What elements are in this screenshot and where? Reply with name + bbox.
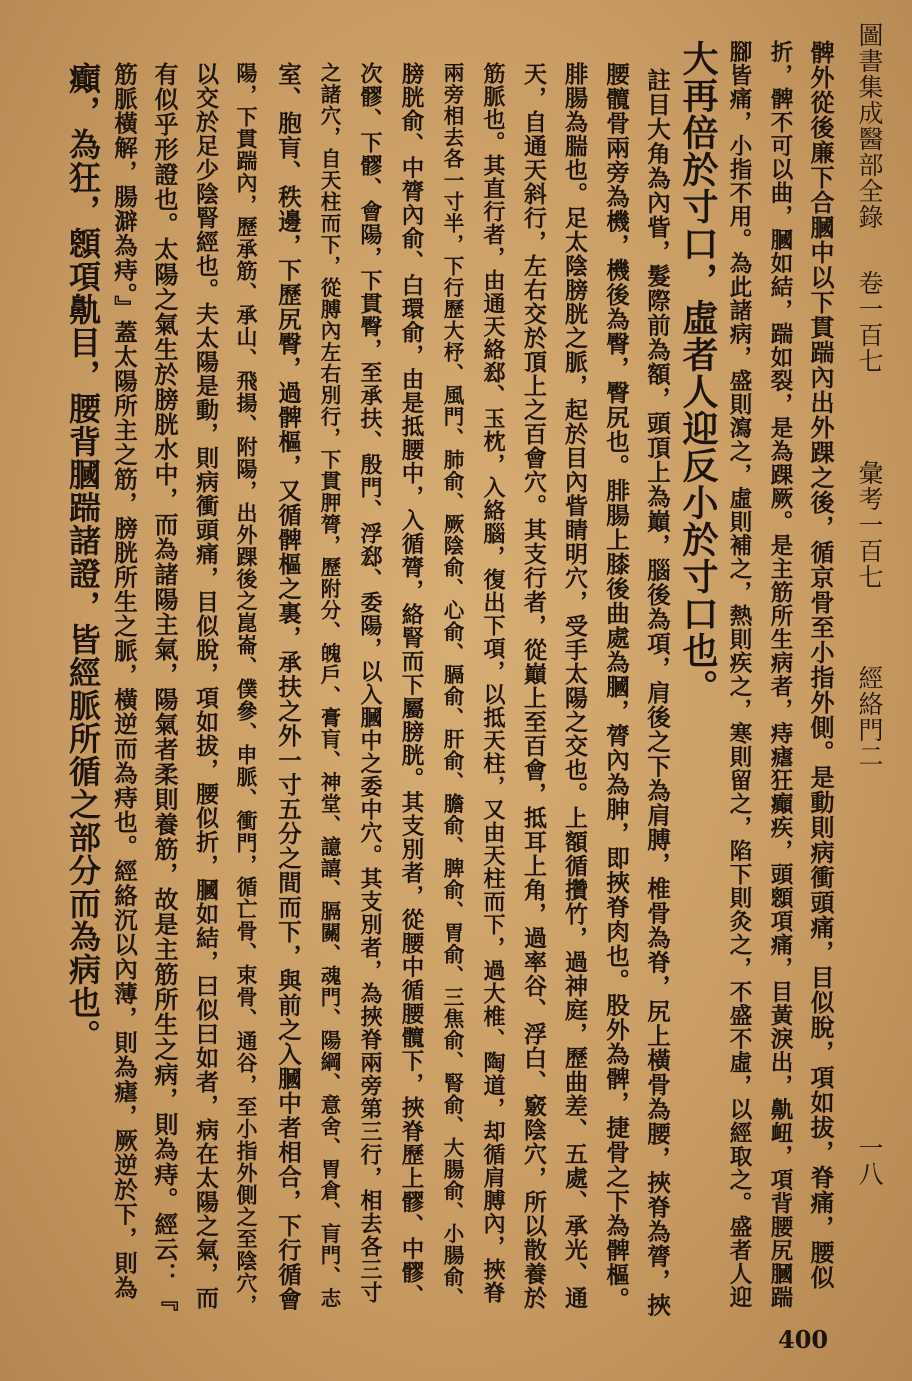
- leaf-number: 一八: [855, 1135, 884, 1187]
- commentary-column: 陽，下貫踹內，歷承筋、承山、飛揚、附陽，出外踝後之崑崙、僕參、申脈、衝門，循亡骨、束骨、通谷，至小指外側之至陰穴，: [234, 62, 259, 1316]
- commentary-column: 兩旁相去各一寸半，下行歷大杼、風門、肺俞、厥陰俞、心俞、膈俞、肝俞、膽俞、脾俞、胃俞、三焦俞、腎俞、大腸俞、小腸俞、: [440, 62, 464, 1309]
- commentary-column: 以交於足少陰腎經也。夫太陽是動，則病衝頭痛，目似脫，項如拔，腰似折，膕如結，曰似曰如者，病在太陽之氣，而: [192, 62, 219, 1310]
- commentary-column: 腓腸為腨也。足太陰膀胱之脈，起於目內眥睛明穴，受手太陽之交也。上額循攢竹，過神庭，歷曲差、五處、承光、通: [561, 62, 588, 1310]
- commentary-column: 膀胱俞、中膂內俞、白環俞，由是抵腰中，入循膂，絡腎而下屬膀胱。其支別者，從腰中循腰髖下，挾脊歷上髎、中髎、: [398, 62, 424, 1308]
- commentary-column: 筋脈橫解，腸澼為痔。』蓋太陽所主之筋，膀胱所生之脈，橫逆而為痔也。經絡沉以內薄，則為瘧，厥逆於下，則為: [110, 62, 138, 1300]
- commentary-column: 有似乎形證也。太陽之氣生於膀胱水中，而為諸陽主氣，陽氣者柔則養筋，故是主筋所生之病，則為痔。經云：『: [150, 62, 179, 1312]
- main-text-column: 大再倍於寸口，虛者人迎反小於寸口也。: [677, 40, 719, 706]
- main-text-column: 折，髀不可以曲，膕如結，踹如裂，是為踝厥。是主筋所生病者，痔瘧狂癲疾，頭顖項痛，目黃淚出，鼽衄，項背腰尻膕踹: [767, 40, 793, 1309]
- main-text-column: 髀外從後廉下合膕中以下貫踹內出外踝之後，循京骨至小指外側。是動則病衝頭痛，目似脫，項如拔，脊痛，腰似: [806, 40, 835, 1290]
- commentary-column: 天，自通天斜行，左右交於頂上之百會穴。其支行者，從巔上至百會，抵耳上角，過率谷、浮白、竅陰穴，所以散養於: [520, 62, 547, 1310]
- commentary-column: 室、胞肓、秩邊，下歷尻臀，過髀樞，又循髀樞之裏，承扶之外一寸五分之間而下，與前之入膕中者相合，下行循會: [274, 62, 302, 1312]
- commentary-column: 腰髖骨兩旁為機，機後為臀，臀尻也。腓腸上膝後曲處為膕，膂內為胂，即挾脊肉也。股外為髀，捷骨之下為髀樞。: [602, 62, 630, 1312]
- commentary-column: 筋脈也。其直行者，由通天絡郄、玉枕，入絡腦，復出下項，以抵天柱，又由天柱而下，過大椎、陶道，却循肩膊內，挾脊: [480, 62, 506, 1304]
- main-text-column: 腳皆痛，小指不用。為此諸病，盛則瀉之，虛則補之，熱則疾之，寒則留之，陷下則灸之，不盛不虛，以經取之。盛者人迎: [726, 40, 752, 1309]
- commentary-column: 之諸穴，自天柱而下，從膊內左右別行，下貫胛膂，歷附分、魄戶、膏肓、神堂、譩譆、膈關、魂門、陽綱、意舍、胃倉、肓門、志: [317, 62, 341, 1309]
- commentary-column: 癲，為狂，顖項鼽目，腰背膕踹諸證，皆經脈所循之部分而為病也。: [64, 62, 102, 1052]
- page-number: 400: [778, 1325, 829, 1354]
- running-header-volume: 卷一百七: [855, 270, 884, 374]
- commentary-column: 註目大角為內眥，髮際前為額，頭頂上為巔，腦後為項，肩後之下為肩膊，椎骨為脊，尻上橫骨為腰，挾脊為膂，挾: [643, 68, 671, 1318]
- commentary-column: 次髎、下髎、會陽，下貫臀，至承扶、殷門、浮郄、委陽，以入膕中之委中穴。其支別者，為挾脊兩旁第三行，相去各三寸: [357, 62, 383, 1304]
- running-header-chapter: 經絡門二: [855, 665, 884, 769]
- running-header-section: 彙考一百七: [855, 460, 884, 590]
- running-header-title: 圖書集成醫部全錄: [855, 22, 884, 230]
